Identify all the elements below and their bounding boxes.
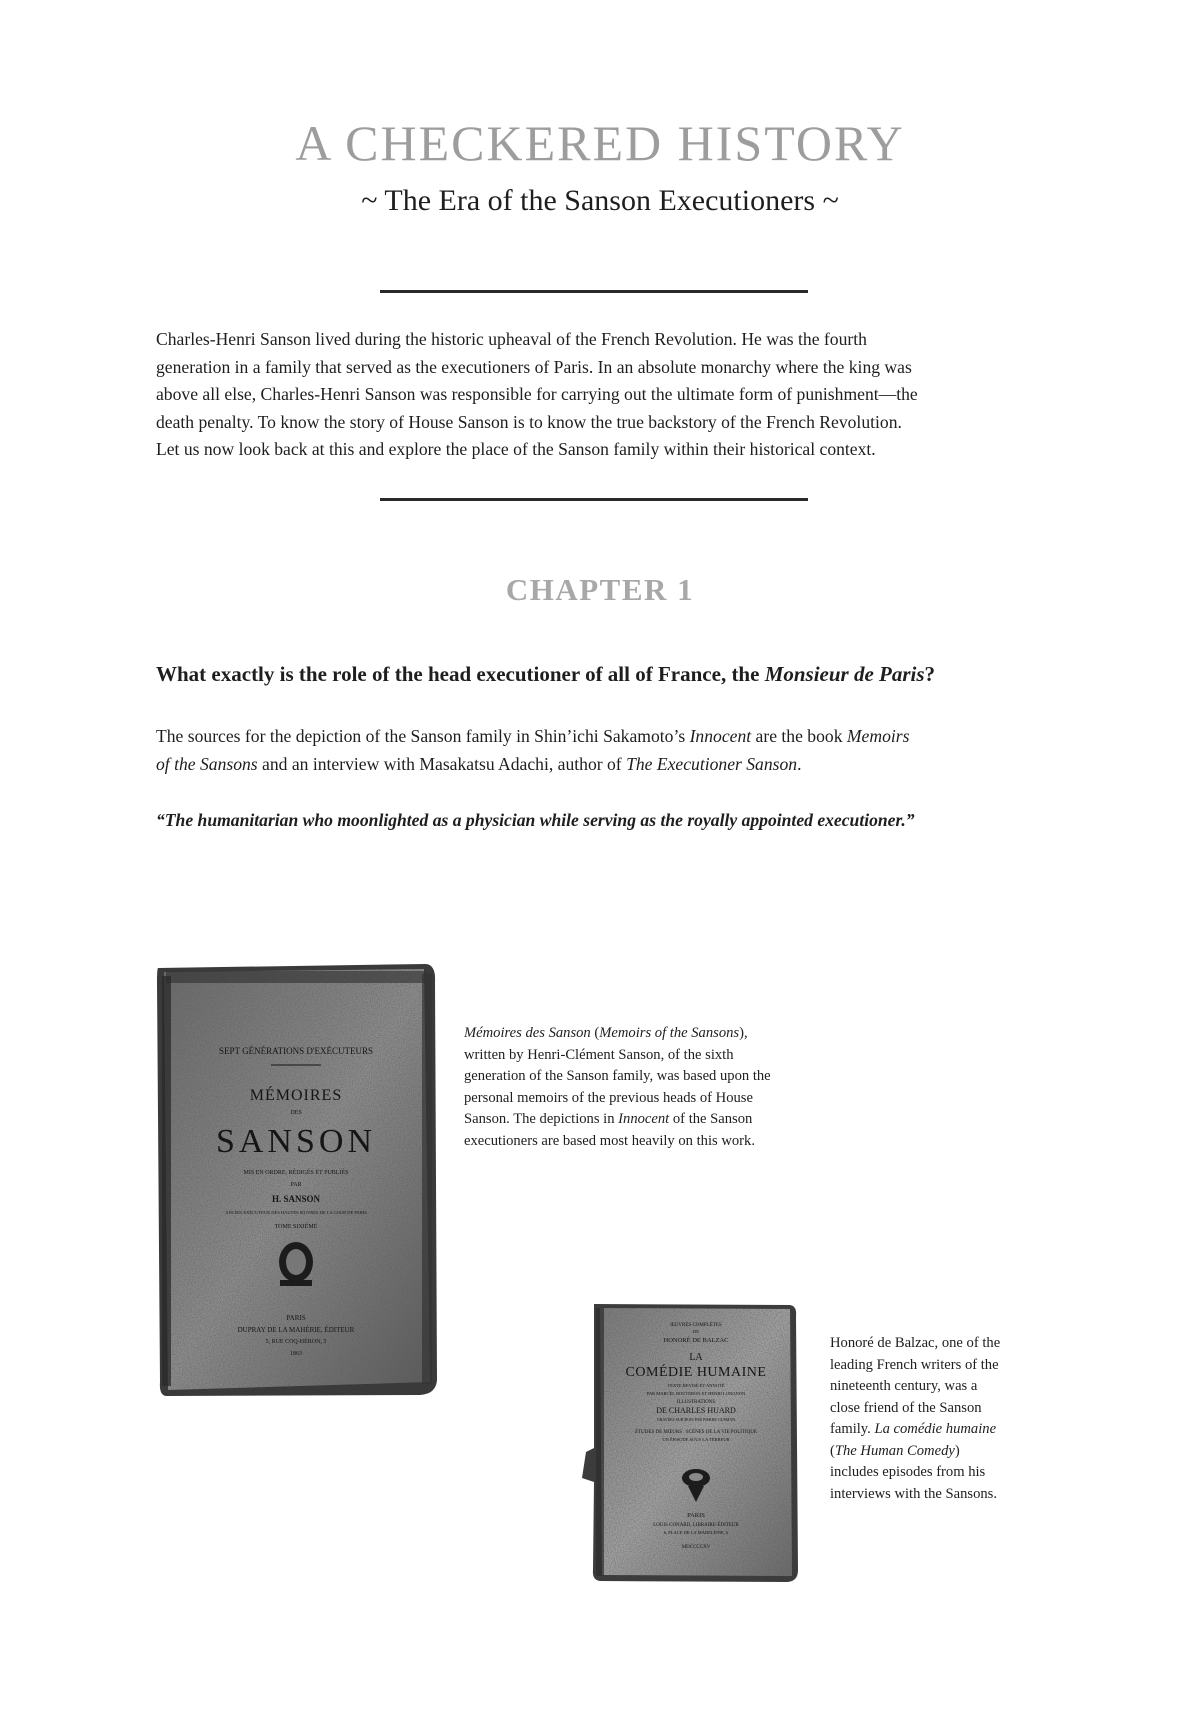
intro-line: Charles-Henri Sanson lived during the historic upheaval of the French Revolution. He was the fourth xyxy=(156,329,867,349)
intro-paragraph xyxy=(156,326,1056,464)
caption-line: personal memoirs of the previous heads of House xyxy=(464,1089,753,1106)
caption-italic: Innocent xyxy=(618,1111,670,1127)
caption-line: executioners are based most heavily on this work. xyxy=(464,1132,755,1149)
divider-top xyxy=(380,290,808,293)
caption-line: close friend of the Sanson xyxy=(830,1399,982,1416)
sources-line xyxy=(156,750,1056,778)
sources-text: and an interview with Masakatsu Adachi, author of xyxy=(257,754,627,774)
book2-line5: ÉTUDES DE MŒURS : SCÈNES DE LA VIE POLITIQUE xyxy=(635,1430,757,1435)
pull-quote: “The humanitarian who moonlighted as a physician while serving as the royally appointed executioner.” xyxy=(156,810,915,830)
book1-des: DES xyxy=(290,1110,302,1116)
caption-line: Honoré de Balzac, one of the xyxy=(830,1335,1001,1351)
caption-text: Sanson. The depictions in xyxy=(464,1111,619,1127)
caption-line xyxy=(830,1441,1000,1463)
book2-address: 6, PLACE DE LA MADELEINE, 6 xyxy=(663,1530,729,1535)
memoires-des-sanson-cover-image xyxy=(156,962,438,1397)
sources-italic: Innocent xyxy=(689,726,752,746)
book2-line4: GRAVÉES SUR BOIS PAR PIERRE GUSMAN xyxy=(656,1417,736,1422)
book1-author-line: ANCIEN EXÉCUTEUR DES HAUTES ŒUVRES DE LA COUR DE PARIS xyxy=(225,1210,367,1215)
intro-line: Let us now look back at this and explore the place of the Sanson family within their historical context. xyxy=(156,439,876,460)
divider-bottom xyxy=(380,498,808,501)
caption-text: ), xyxy=(739,1025,748,1041)
caption-text: of the Sanson xyxy=(669,1111,753,1127)
book1-address: 5, RUE COQ-HÉRON, 5 xyxy=(265,1339,327,1345)
sources-line xyxy=(156,722,1056,750)
book1-memoires: MÉMOIRES xyxy=(249,1087,343,1104)
book2-line6: UN ÉPISODE SOUS LA TERREUR xyxy=(662,1437,730,1442)
caption-line: generation of the Sanson family, was based upon the xyxy=(464,1068,771,1084)
book2-la: LA xyxy=(689,1352,703,1363)
sources-italic: Memoirs xyxy=(846,726,910,746)
caption-text: ) xyxy=(954,1442,960,1459)
book2-author: HONORÉ DE BALZAC xyxy=(663,1337,729,1344)
caption-line: includes episodes from his xyxy=(830,1464,986,1480)
page-subtitle: ~ The Era of the Sanson Executioners ~ xyxy=(361,184,839,217)
intro-line: death penalty. To know the story of House Sanson is to know the true backstory of the French Revolution. xyxy=(156,411,902,432)
caption-italic: The Human Comedy xyxy=(834,1442,955,1459)
book2-top-line: ŒUVRES COMPLÈTES xyxy=(670,1323,722,1328)
book1-tome: TOME SIXIÈME xyxy=(274,1224,318,1230)
caption-line: interviews with the Sansons. xyxy=(830,1485,998,1502)
chapter-question xyxy=(156,662,1056,687)
question-text: What exactly is the role of the head executioner of all of France, the xyxy=(156,662,765,686)
comedie-humaine-cover-image xyxy=(580,1302,800,1584)
caption-line xyxy=(464,1109,771,1131)
caption-line xyxy=(830,1419,1000,1441)
book2-line3: ILLUSTRATIONS xyxy=(676,1400,716,1405)
book1-par: PAR xyxy=(290,1182,302,1188)
caption-text: ( xyxy=(830,1442,835,1459)
book2-line1: TEXTE REVISÉ ET ANNOTÉ xyxy=(667,1383,725,1388)
page-title: A CHECKERED HISTORY xyxy=(295,115,905,171)
intro-line: generation in a family that served as the executioners of Paris. In an absolute monarchy where the king was xyxy=(156,356,912,377)
caption-text: ( xyxy=(590,1025,600,1041)
book2-de: DE xyxy=(693,1329,699,1334)
sources-text: . xyxy=(797,754,802,774)
caption-line: leading French writers of the xyxy=(830,1356,999,1373)
book2-title: COMÉDIE HUMAINE xyxy=(625,1365,767,1380)
sources-text: The sources for the depiction of the Sanson family in Shin’ichi Sakamoto’s xyxy=(156,726,690,746)
book1-publisher: DUPRAY DE LA MAHÉRIE, ÉDITEUR xyxy=(237,1326,355,1334)
book2-publisher: LOUIS CONARD, LIBRAIRE-ÉDITEUR xyxy=(653,1523,739,1528)
book1-author: H. SANSON xyxy=(271,1194,321,1204)
book1-top-line: SEPT GÉNÉRATIONS D'EXÉCUTEURS xyxy=(219,1046,373,1056)
caption-line xyxy=(464,1023,771,1045)
book2-illustrator: DE CHARLES HUARD xyxy=(656,1406,736,1415)
book2-city: PARIS xyxy=(687,1512,705,1519)
question-emphasis: Monsieur de Paris xyxy=(764,662,925,686)
caption-italic: Mémoires des Sanson xyxy=(464,1025,591,1041)
book1-city: PARIS xyxy=(286,1314,306,1322)
sources-italic: of the Sansons xyxy=(156,754,258,774)
caption-line: written by Henri-Clément Sanson, of the sixth xyxy=(464,1046,734,1063)
book1-sanson: SANSON xyxy=(215,1123,377,1160)
question-mark: ? xyxy=(924,662,936,686)
caption-italic: La comédie humaine xyxy=(874,1421,997,1437)
book1-year: 1863 xyxy=(290,1351,302,1357)
book2-year: MDCCCCXV xyxy=(681,1545,711,1550)
caption-italic: Memoirs of the Sansons xyxy=(599,1025,740,1041)
sources-paragraph xyxy=(156,722,1056,778)
intro-line: above all else, Charles-Henri Sanson was responsible for carrying out the ultimate form of punishment—the xyxy=(156,384,918,405)
caption-memoires xyxy=(464,1023,771,1152)
book2-line2: PAR MARCEL BOUTERON ET HENRI LONGNON xyxy=(646,1391,746,1396)
caption-line: nineteenth century, was a xyxy=(830,1378,978,1394)
chapter-heading: CHAPTER 1 xyxy=(505,572,695,607)
book1-sub-line: MIS EN ORDRE, RÉDIGÉS ET PUBLIÉS xyxy=(243,1170,349,1176)
sources-text: are the book xyxy=(751,726,847,746)
sources-italic: The Executioner Sanson xyxy=(626,754,798,774)
caption-balzac xyxy=(830,1333,1000,1505)
caption-text: family. xyxy=(830,1421,875,1437)
